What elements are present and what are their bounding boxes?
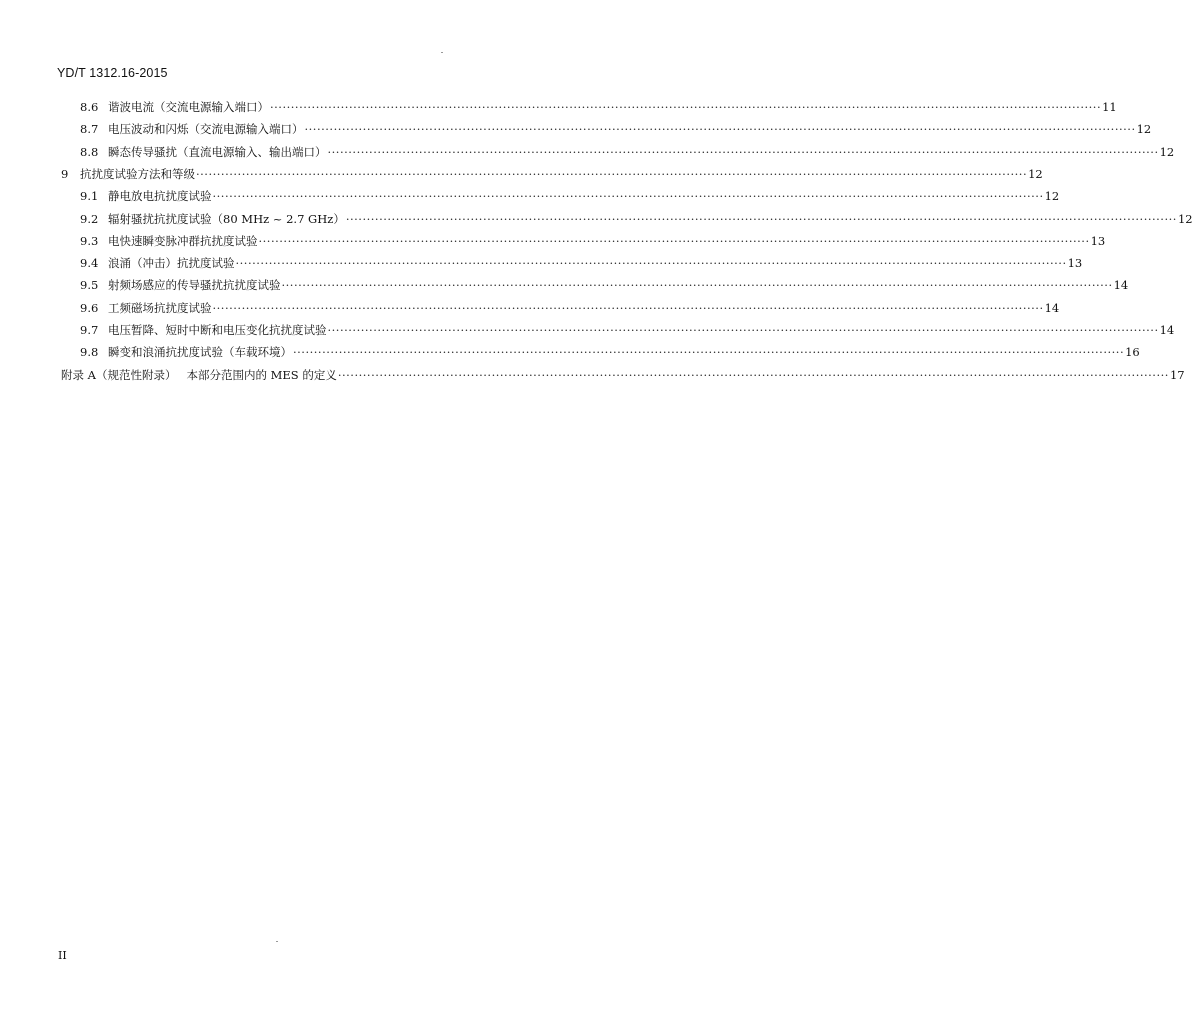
toc-entry[interactable] bbox=[61, 166, 1043, 182]
toc-leader-dots: ········································································································································································································ bbox=[327, 323, 1159, 337]
toc-entry-title: 谐波电流（交流电源输入端口） bbox=[108, 100, 269, 114]
toc-entry[interactable] bbox=[80, 255, 1083, 271]
toc-entry-number: 9.7 bbox=[80, 323, 99, 337]
toc-entry[interactable] bbox=[80, 300, 1060, 316]
toc-entry-number: 9.2 bbox=[80, 211, 99, 226]
toc-entry[interactable] bbox=[80, 233, 1106, 249]
toc-entry[interactable] bbox=[80, 121, 1152, 137]
toc-leader-dots: ········································································································································································································ bbox=[270, 100, 1102, 114]
toc-entry-page: 13 bbox=[1090, 233, 1106, 248]
toc-entry-page: 12 bbox=[1028, 166, 1043, 181]
toc-entry-title: 电压暂降、短时中断和电压变化抗扰度试验 bbox=[108, 323, 327, 337]
toc-entry-number: 9.1 bbox=[80, 189, 99, 204]
toc-entry[interactable] bbox=[80, 99, 1117, 115]
toc-leader-dots: ········································································································································································································ bbox=[304, 122, 1136, 137]
toc-entry-page: 13 bbox=[1067, 256, 1083, 271]
toc-entry-number: 9 bbox=[61, 166, 69, 181]
toc-entry-page: 14 bbox=[1113, 278, 1129, 293]
toc-leader-dots: ········································································································································································································ bbox=[293, 345, 1125, 360]
toc-entry-page: 12 bbox=[1177, 211, 1193, 226]
toc-entry-title: 瞬变和浪涌抗扰度试验（车载环境） bbox=[108, 345, 292, 360]
toc-entry[interactable] bbox=[80, 211, 1193, 227]
toc-entry-number: 9.5 bbox=[80, 278, 99, 293]
toc-entry-title: 工频磁场抗扰度试验 bbox=[108, 300, 212, 315]
toc-entry[interactable] bbox=[80, 277, 1129, 293]
scan-speck bbox=[441, 52, 443, 53]
toc-leader-dots: ········································································································································································································ bbox=[345, 211, 1177, 226]
toc-entry-number: 8.8 bbox=[80, 144, 99, 159]
toc-entry-page: 11 bbox=[1102, 100, 1117, 114]
toc-leader-dots: ········································································································································································································ bbox=[337, 367, 1169, 382]
toc-entry-page: 12 bbox=[1159, 144, 1175, 159]
toc-entry-number: 9.4 bbox=[80, 256, 99, 271]
toc-leader-dots: ········································································································································································································ bbox=[212, 300, 1044, 315]
toc-entry-title: 静电放电抗扰度试验 bbox=[108, 189, 212, 204]
toc-entry-title: 电压波动和闪烁（交流电源输入端口） bbox=[108, 122, 304, 137]
toc-entry-number: 8.6 bbox=[80, 100, 99, 114]
toc-entry-title: 本部分范围内的 MES 的定义 bbox=[186, 367, 337, 382]
toc-entry-page: 12 bbox=[1044, 189, 1060, 204]
toc-entry-number: 9.8 bbox=[80, 345, 99, 360]
toc-entry-page: 12 bbox=[1136, 122, 1152, 137]
toc-entry[interactable] bbox=[80, 188, 1060, 204]
toc-entry-page: 14 bbox=[1044, 300, 1060, 315]
toc-entry-number: 附录 A（规范性附录） bbox=[61, 367, 177, 382]
toc-entry-title: 辐射骚扰抗扰度试验（80 MHz ~ 2.7 GHz） bbox=[108, 211, 345, 226]
toc-entry[interactable] bbox=[80, 344, 1140, 360]
toc-leader-dots: ········································································································································································································ bbox=[327, 144, 1159, 159]
toc-leader-dots: ········································································································································································································ bbox=[212, 189, 1044, 204]
toc-leader-dots: ········································································································································································································ bbox=[235, 256, 1067, 271]
toc-entry[interactable] bbox=[80, 144, 1175, 160]
toc-entry-number: 8.7 bbox=[80, 122, 99, 137]
toc-leader-dots: ········································································································································································································ bbox=[196, 166, 1028, 181]
toc-entry-number: 9.6 bbox=[80, 300, 99, 315]
document-code-header: YD/T 1312.16-2015 bbox=[57, 66, 168, 80]
scan-speck bbox=[276, 941, 278, 942]
toc-entry-page: 16 bbox=[1125, 345, 1140, 360]
toc-entry-title: 抗扰度试验方法和等级 bbox=[80, 166, 195, 181]
toc-entry-title: 浪涌（冲击）抗扰度试验 bbox=[108, 256, 235, 271]
toc-leader-dots: ········································································································································································································ bbox=[258, 233, 1090, 248]
page-number-footer: II bbox=[58, 949, 67, 962]
toc-entry-title: 瞬态传导骚扰（直流电源输入、输出端口） bbox=[108, 144, 327, 159]
toc-entry-title: 电快速瞬变脉冲群抗扰度试验 bbox=[108, 233, 258, 248]
toc-leader-dots: ········································································································································································································ bbox=[281, 278, 1113, 293]
toc-entry-number: 9.3 bbox=[80, 233, 99, 248]
toc-entry-page: 17 bbox=[1169, 367, 1185, 382]
toc-entry[interactable] bbox=[61, 367, 1185, 383]
toc-entry-page: 14 bbox=[1159, 323, 1175, 337]
toc-entry[interactable] bbox=[80, 322, 1175, 338]
toc-entry-title: 射频场感应的传导骚扰抗扰度试验 bbox=[108, 278, 281, 293]
